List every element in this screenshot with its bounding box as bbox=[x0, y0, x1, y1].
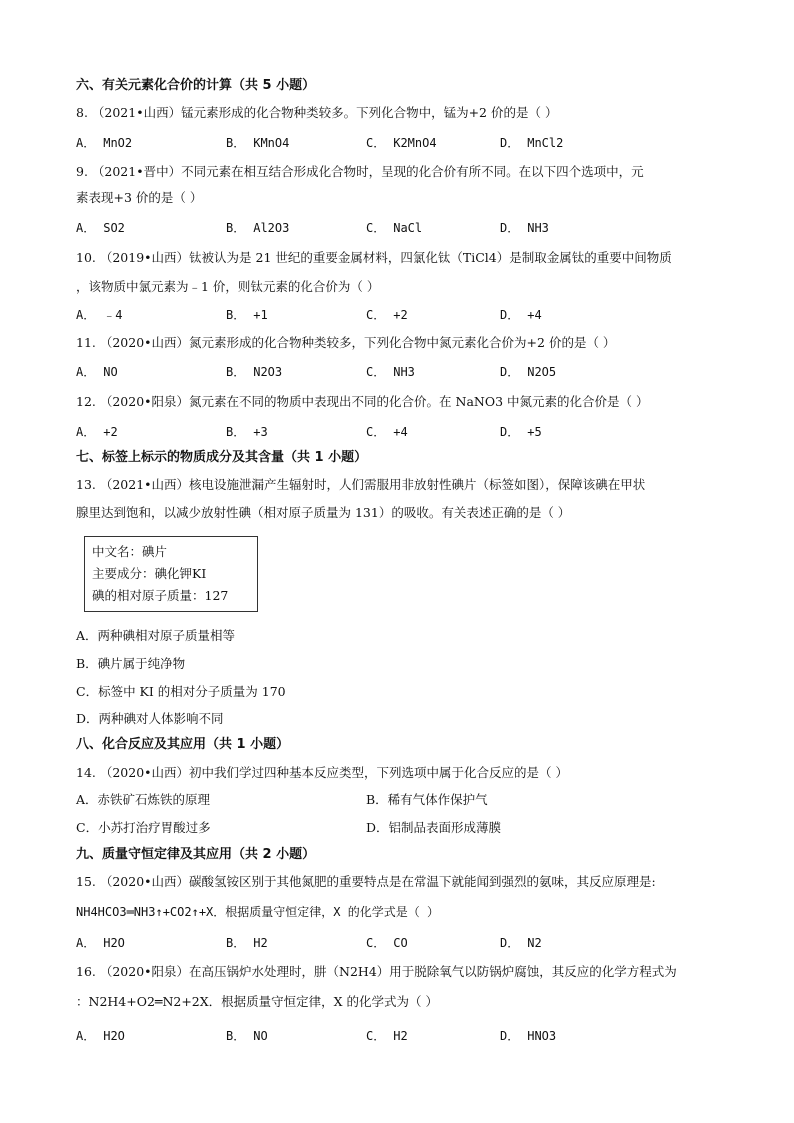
label-atomic-mass: 碘的相对原子质量：127 bbox=[92, 588, 229, 603]
q12-option-d-value: +5 bbox=[527, 425, 542, 439]
question-10-line-2: ，该物质中氯元素为﹣1 价，则钛元素的化合价为（ ） bbox=[76, 279, 380, 294]
q13-option-a: A．两种碘相对原子质量相等 bbox=[76, 628, 236, 643]
question-15-line-2: NH4HCO3═NH3↑+CO2↑+X．根据质量守恒定律，X 的化学式是（ ） bbox=[76, 905, 439, 919]
q10-option-a-value: ﹣4 bbox=[103, 308, 123, 322]
q13-option-b: B．碘片属于纯净物 bbox=[76, 656, 186, 671]
section-heading-8: 八、化合反应及其应用（共 1 小题） bbox=[76, 737, 290, 752]
section-heading-6: 六、有关元素化合价的计算（共 5 小题） bbox=[76, 78, 316, 93]
q11-option-c-value: NH3 bbox=[393, 365, 415, 379]
q16-option-d: D． HNO3 bbox=[500, 1029, 557, 1043]
q9-option-d-value: NH3 bbox=[527, 221, 549, 235]
q11-option-a: A． NO bbox=[76, 365, 118, 379]
q11-option-d: D． N2O5 bbox=[500, 365, 557, 379]
q14-option-d: D．铝制品表面形成薄膜 bbox=[366, 820, 502, 835]
q16-option-b: B． NO bbox=[226, 1029, 268, 1043]
q15-option-b: B． H2 bbox=[226, 936, 268, 950]
question-16-line-1: 16. （2020•阳泉）在高压锅炉水处理时，肼（N2H4）用于脱除氧气以防锅炉腐蚀，其反应的化学方程式为 bbox=[76, 964, 677, 979]
q8-option-b-value: KMnO4 bbox=[253, 136, 290, 150]
q15-option-d-value: N2 bbox=[527, 936, 542, 950]
q8-option-d: D． MnCl2 bbox=[500, 136, 564, 150]
q8-option-d-value: MnCl2 bbox=[527, 136, 564, 150]
question-13-line-1: 13. （2021•山西）核电设施泄漏产生辐射时，人们需服用非放射性碘片（标签如图），保障该碘在甲状 bbox=[76, 477, 646, 492]
q12-option-c-value: +4 bbox=[393, 425, 408, 439]
q11-option-c: C． NH3 bbox=[366, 365, 415, 379]
q12-option-d: D． +5 bbox=[500, 425, 542, 439]
q12-option-a-value: +2 bbox=[103, 425, 118, 439]
question-8: 8. （2021•山西）锰元素形成的化合物种类较多。下列化合物中，锰为+2 价的是（ ） bbox=[76, 105, 558, 120]
q15-option-d: D． N2 bbox=[500, 936, 542, 950]
q9-option-d: D． NH3 bbox=[500, 221, 549, 235]
q10-option-b-value: +1 bbox=[253, 308, 268, 322]
q12-option-a: A． +2 bbox=[76, 425, 118, 439]
q13-option-c: C．标签中 KI 的相对分子质量为 170 bbox=[76, 684, 286, 699]
q8-option-c: C． K2MnO4 bbox=[366, 136, 437, 150]
question-10-line-1: 10. （2019•山西）钛被认为是 21 世纪的重要金属材料，四氯化钛（TiCl4）是制取金属钛的重要中间物质 bbox=[76, 250, 672, 265]
q8-option-a-value: MnO2 bbox=[103, 136, 133, 150]
q15-option-a-value: H2O bbox=[103, 936, 125, 950]
q11-option-b: B． N2O3 bbox=[226, 365, 283, 379]
q14-option-b: B．稀有气体作保护气 bbox=[366, 792, 488, 807]
q15-option-c: C． CO bbox=[366, 936, 408, 950]
q8-option-b: B． KMnO4 bbox=[226, 136, 290, 150]
q15-option-a: A． H2O bbox=[76, 936, 125, 950]
q16-option-d-value: HNO3 bbox=[527, 1029, 557, 1043]
q13-option-d: D．两种碘对人体影响不同 bbox=[76, 711, 224, 726]
question-9-line-1: 9. （2021•晋中）不同元素在相互结合形成化合物时，呈现的化合价有所不同。在以下四个选项中，元 bbox=[76, 164, 644, 179]
question-9-line-2: 素表现+3 价的是（ ） bbox=[76, 190, 203, 205]
label-chinese-name: 中文名：碘片 bbox=[92, 544, 168, 559]
q11-option-a-value: NO bbox=[103, 365, 118, 379]
q10-option-d: D． +4 bbox=[500, 308, 542, 322]
iodine-tablet-label bbox=[84, 536, 258, 612]
q8-option-a: A． MnO2 bbox=[76, 136, 133, 150]
q12-option-c: C． +4 bbox=[366, 425, 408, 439]
q10-option-c: C． +2 bbox=[366, 308, 408, 322]
q11-option-d-value: N2O5 bbox=[527, 365, 557, 379]
q10-option-d-value: +4 bbox=[527, 308, 542, 322]
q11-option-b-value: N2O3 bbox=[253, 365, 283, 379]
question-14: 14. （2020•山西）初中我们学过四种基本反应类型，下列选项中属于化合反应的是（ ） bbox=[76, 765, 569, 780]
q16-option-a-value: H2O bbox=[103, 1029, 125, 1043]
section-heading-9: 九、质量守恒定律及其应用（共 2 小题） bbox=[76, 847, 316, 862]
question-16-line-2: ：N2H4+O2═N2+2X．根据质量守恒定律，X 的化学式为（ ） bbox=[76, 994, 439, 1009]
q10-option-c-value: +2 bbox=[393, 308, 408, 322]
question-13-line-2: 腺里达到饱和，以减少放射性碘（相对原子质量为 131）的吸收。有关表述正确的是（ ） bbox=[76, 505, 571, 520]
q9-option-c: C． NaCl bbox=[366, 221, 423, 235]
q9-option-b-value: Al2O3 bbox=[253, 221, 290, 235]
q8-option-c-value: K2MnO4 bbox=[393, 136, 437, 150]
q14-option-c: C．小苏打治疗胃酸过多 bbox=[76, 820, 211, 835]
q9-option-a-value: SO2 bbox=[103, 221, 125, 235]
q12-option-b-value: +3 bbox=[253, 425, 268, 439]
question-15-line-1: 15. （2020•山西）碳酸氢铵区别于其他氮肥的重要特点是在常温下就能闻到强烈的氨味，其反应原理是: bbox=[76, 874, 656, 889]
q16-option-a: A． H2O bbox=[76, 1029, 125, 1043]
q16-option-c: C． H2 bbox=[366, 1029, 408, 1043]
q15-option-b-value: H2 bbox=[253, 936, 268, 950]
q15-option-c-value: CO bbox=[393, 936, 408, 950]
q9-option-b: B． Al2O3 bbox=[226, 221, 290, 235]
label-main-component: 主要成分：碘化钾KI bbox=[92, 566, 207, 581]
question-11: 11. （2020•山西）氮元素形成的化合物种类较多，下列化合物中氮元素化合价为+2 价的是（ ） bbox=[76, 335, 616, 350]
q12-option-b: B． +3 bbox=[226, 425, 268, 439]
q9-option-a: A． SO2 bbox=[76, 221, 125, 235]
q16-option-c-value: H2 bbox=[393, 1029, 408, 1043]
question-12: 12. （2020•阳泉）氮元素在不同的物质中表现出不同的化合价。在 NaNO3 中氮元素的化合价是（ ） bbox=[76, 394, 649, 409]
q14-option-a: A．赤铁矿石炼铁的原理 bbox=[76, 792, 211, 807]
q10-option-b: B． +1 bbox=[226, 308, 268, 322]
q16-option-b-value: NO bbox=[253, 1029, 268, 1043]
q10-option-a: A． ﹣4 bbox=[76, 308, 123, 322]
section-heading-7: 七、标签上标示的物质成分及其含量（共 1 小题） bbox=[76, 450, 368, 465]
q9-option-c-value: NaCl bbox=[393, 221, 423, 235]
